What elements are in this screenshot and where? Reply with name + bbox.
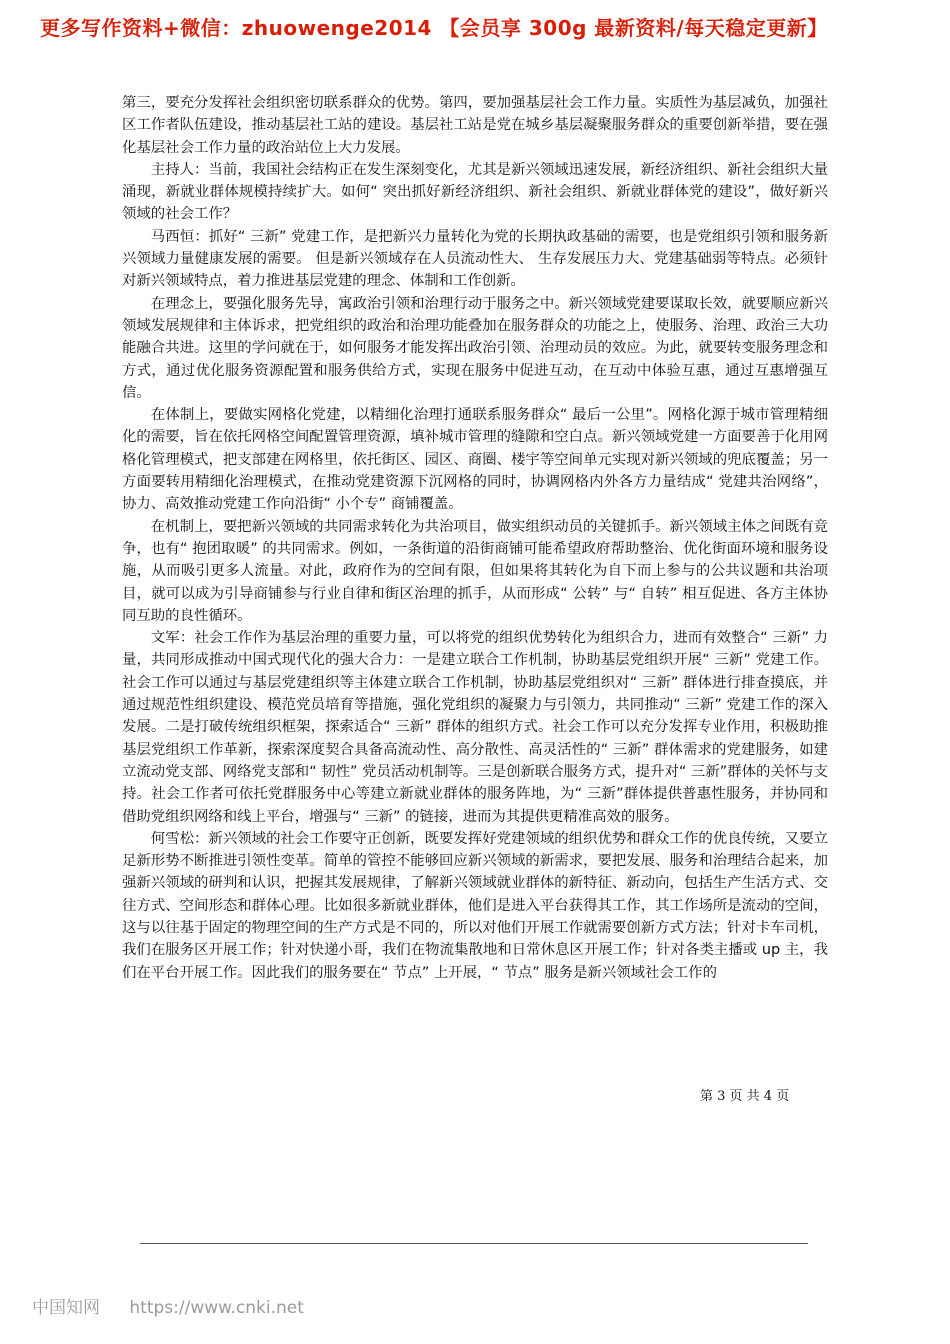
paragraph: 在理念上，要强化服务先导，寓政治引领和治理行动于服务之中。新兴领域党建要谋取长效，就要顺应新兴领域发展规律和主体诉求，把党组织的政治和治理功能叠加在服务群众的功能之上，使服务、治理、政治三大功能融合共进。这里的学问就在于，如何服务才能发挥出政治引领、治理动员的效应。为此，就要转变服务理念和方式，通过优化服务资源配置和服务供给方式，实现在服务中促进互动，在互动中体验互惠，通过互惠增强互信。 [122, 295, 828, 401]
paragraph: 第三，要充分发挥社会组织密切联系群众的优势。第四，要加强基层社会工作力量。实质性为基层减负，加强社区工作者队伍建设，推动基层社工站的建设。基层社工站是党在城乡基层凝聚服务群众的重要创新举措，要在强化基层社会工作力量的政治站位上大力发展。 [122, 95, 828, 156]
paragraph: 主持人：当前，我国社会结构正在发生深刻变化，尤其是新兴领域迅速发展，新经济组织、新社会组织大量涌现，新就业群体规模持续扩大。如何“ 突出抓好新经济组织、新社会组织、新就业群体党的建设”，做好新兴领域的社会工作？ [122, 161, 828, 223]
paragraph: 文军：社会工作作为基层治理的重要力量，可以将党的组织优势转化为组织合力，进而有效整合“ 三新” 力量，共同形成推动中国式现代化的强大合力：一是建立联合工作机制，协助基层党组织开展“ 三新” 党建工作。社会工作可以通过与基层党建组织等主体建立联合工作机制，协助基层党组织对“ 三新” 群体进行排查摸底，并通过规范性组织建设、模范党员培育等措施，强化党组织的凝聚力与引领力，共同推动“ 三新” 党建工作的深入发展。二是打破传统组织框架，探索适合“ 三新” 群体的组织方式。社会工作可以充分发挥专业作用，积极助推基层党组织工作革新，探索深度契合具备高流动性、高分散性、高灵活性的“ 三新” 群体需求的党建服务，如建立流动党支部、网络党支部和“ 韧性” 党员活动机制等。三是创新联合服务方式，提升对“ 三新”群体的关怀与支持。社会工作者可依托党群服务中心等建立新就业群体的服务阵地，为“ 三新”群体提供普惠性服务，并协同和借助党组织网络和线上平台，增强与“ 三新” 的链接，进而为其提供更精准高效的服务。 [122, 630, 828, 825]
watermark-url: https://www.cnki.net [129, 1298, 304, 1318]
paragraph: 在体制上，要做实网格化党建，以精细化治理打通联系服务群众“ 最后一公里”。网格化源于城市管理精细化的需要，旨在依托网格空间配置管理资源，填补城市管理的缝隙和空白点。新兴领域党建一方面要善于化用网格化管理模式，把支部建在网格里，依托街区、园区、商圈、楼宇等空间单元实现对新兴领域的兜底覆盖；另一方面要转用精细化治理模式，在推动党建资源下沉网格的同时，协调网格内外各方力量结成“ 党建共治网络”，协力、高效推动党建工作向沿街“ 小个专” 商铺覆盖。 [122, 407, 828, 513]
page-number: 第 3 页 共 4 页 [700, 1089, 790, 1104]
footer-divider [140, 1243, 808, 1244]
cnki-watermark [32, 1293, 328, 1318]
watermark-brand: 中国知网 [32, 1298, 100, 1318]
paragraph: 马西恒：抓好“ 三新” 党建工作，是把新兴力量转化为党的长期执政基础的需要，也是党组织引领和服务新兴领域力量健康发展的需要。 但是新兴领域存在人员流动性大、 生存发展压力大、党建基础弱等特点。必须针对新兴领域特点，着力推进基层党建的理念、体制和工作创新。 [122, 228, 828, 290]
paragraph: 在机制上，要把新兴领域的共同需求转化为共治项目，做实组织动员的关键抓手。新兴领域主体之间既有竞争，也有“ 抱团取暖” 的共同需求。例如，一条街道的沿街商铺可能希望政府帮助整治、优化街面环境和服务设施，从而吸引更多人流量。对此，政府作为的空间有限，但如果将其转化为自下而上参与的公共议题和共治项目，就可以成为引导商铺参与行业自律和街区治理的抓手，从而形成“ 公转” 与“ 自转” 相互促进、各方主体协同互助的良性循环。 [122, 518, 828, 624]
paragraph: 何雪松：新兴领域的社会工作要守正创新，既要发挥好党建领域的组织优势和群众工作的优良传统，又要立足新形势不断推进引领性变革。简单的管控不能够回应新兴领域的新需求，要把发展、服务和治理结合起来，加强新兴领域的研判和认识，把握其发展规律，了解新兴领域就业群体的新特征、新动向，包括生产生活方式、交往方式、空间形态和群体心理。比如很多新就业群体，他们是进入平台获得其工作，其工作场所是流动的空间，这与以往基于固定的物理空间的生产方式是不同的，所以对他们开展工作就需要创新方式方法；针对卡车司机，我们在服务区开展工作；针对快递小哥，我们在物流集散地和日常休息区开展工作；针对各类主播或 up 主，我们在平台开展工作。因此我们的服务要在“ 节点” 上开展，“ 节点” 服务是新兴领域社会工作的 [122, 830, 828, 981]
article-body [122, 92, 828, 984]
promo-banner: 更多写作资料+微信：zhuowenge2014 【会员享 300g 最新资料/每天稳定更新】 [40, 16, 828, 40]
